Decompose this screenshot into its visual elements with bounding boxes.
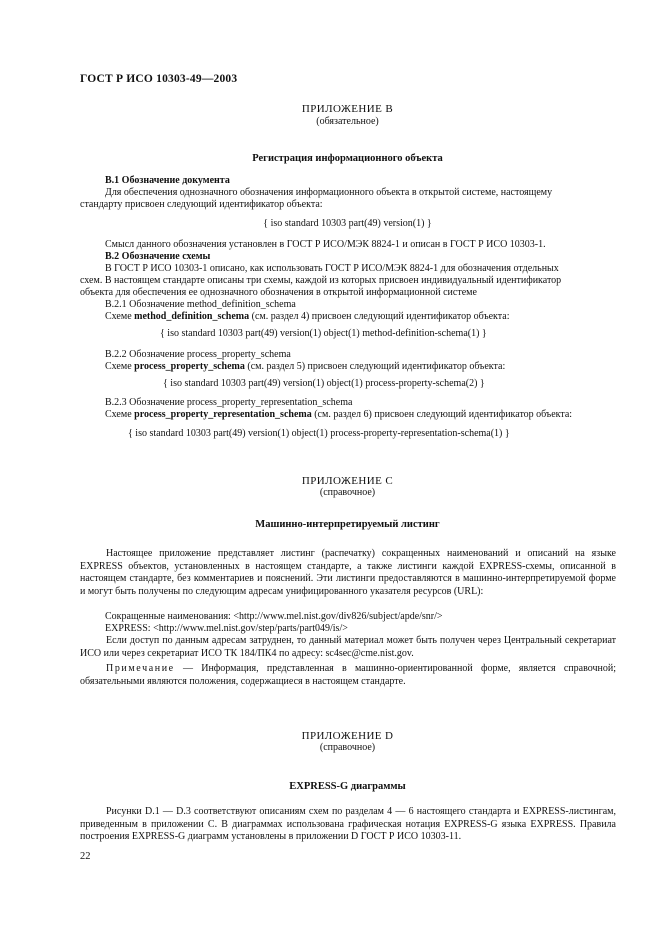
- appendix-d-paragraph: Рисунки D.1 — D.3 соответствуют описаниям схем по разделам 4 — 6 настоящего стандарта и EXPRESS-листингам, приведенным в приложении C. В диаграммах использована графическая нотация EXPRESS-G языка EXPRESS. Правила построения EXPRESS-G диаграмм установлены в приложении D ГОСТ Р ИСО 10303-11.: [80, 806, 616, 843]
- appendix-d-heading: EXPRESS-G диаграммы: [289, 781, 406, 792]
- b2-text-line-2: схем. В настоящем стандарте описаны три схемы, каждой из которых присвоен индивидуальный идентификатор: [80, 275, 562, 286]
- access-paragraph: Если доступ по данным адресам затруднен, то данный материал может быть получен через Центральный секретариат ИСО или через секретариат ИСО ТК 184/ПК4 по адресу: sc4sec@cme.nist.gov.: [80, 635, 616, 659]
- b21-pre: Схеме: [105, 311, 135, 322]
- b23-post: (см. раздел 6) присвоен следующий идентификатор объекта:: [311, 409, 573, 420]
- b21-text: [105, 311, 510, 324]
- appendix-c-status: (справочное): [319, 487, 376, 498]
- b1-text-line-1: Для обеспечения однозначного обозначения информационного объекта в открытой системе, настоящему: [105, 187, 553, 198]
- b22-heading: B.2.2 Обозначение process_property_schema: [105, 349, 291, 360]
- appendix-c-note: [80, 663, 616, 688]
- b22-identifier: { iso standard 10303 part(49) version(1) object(1) process-property-schema(2) }: [163, 378, 485, 389]
- b2-text-line-3: объекта для обеспечения ее однозначного обозначения в открытой информационной системе: [80, 287, 477, 298]
- short-names-url: Сокращенные наименования: <http://www.mel.nist.gov/div826/subject/apde/snr/>: [105, 611, 443, 622]
- b22-pre: Схеме: [105, 361, 135, 372]
- page-number: 22: [80, 851, 91, 862]
- appendix-b-heading: Регистрация информационного объекта: [252, 153, 443, 164]
- appendix-d-status: (справочное): [319, 742, 376, 753]
- b1-heading: B.1 Обозначение документа: [105, 175, 230, 186]
- b21-post: (см. раздел 4) присвоен следующий идентификатор объекта:: [249, 311, 510, 322]
- b1-text-line-2: стандарту присвоен следующий идентификатор объекта:: [80, 199, 323, 210]
- appendix-c-paragraph: Настоящее приложение представляет листинг (распечатку) сокращенных наименований и описаний на языке EXPRESS объектов, установленных в настоящем стандарте, а также листинги каждой EXPRESS-схемы, описанной в настоящем стандарте, без комментариев и пояснений. Эти листинги предоставляются в машинно-интерпретируемой форме и могут быть получены по следующим адресам унифицированного указателя ресурсов (URL):: [80, 548, 616, 597]
- appendix-d-title: ПРИЛОЖЕНИЕ D: [301, 730, 394, 742]
- appendix-b-title: ПРИЛОЖЕНИЕ B: [301, 103, 394, 115]
- b22-schema-name: process_property_schema: [134, 361, 245, 372]
- b22-text: [105, 361, 505, 374]
- b23-pre: Схеме: [105, 409, 135, 420]
- b23-heading: B.2.3 Обозначение process_property_representation_schema: [105, 397, 353, 408]
- b23-identifier: { iso standard 10303 part(49) version(1) object(1) process-property-representation-schema(1) }: [128, 428, 510, 439]
- appendix-c-title: ПРИЛОЖЕНИЕ C: [301, 475, 394, 487]
- b1-identifier: { iso standard 10303 part(49) version(1) }: [263, 218, 432, 229]
- b22-post: (см. раздел 5) присвоен следующий идентификатор объекта:: [244, 361, 506, 372]
- b21-heading: B.2.1 Обозначение method_definition_schema: [105, 299, 296, 310]
- appendix-c-heading: Машинно-интерпретируемый листинг: [255, 519, 440, 530]
- b23-text: [105, 409, 572, 422]
- b21-identifier: { iso standard 10303 part(49) version(1) object(1) method-definition-schema(1) }: [160, 328, 487, 339]
- appendix-b-status: (обязательное): [316, 116, 379, 127]
- document-id: ГОСТ Р ИСО 10303-49—2003: [80, 73, 238, 85]
- b1-note: Смысл данного обозначения установлен в ГОСТ Р ИСО/МЭК 8824-1 и описан в ГОСТ Р ИСО 10303-1.: [105, 239, 546, 250]
- b2-text-line-1: В ГОСТ Р ИСО 10303-1 описано, как использовать ГОСТ Р ИСО/МЭК 8824-1 для обозначения отдельных: [105, 263, 559, 274]
- b21-schema-name: method_definition_schema: [134, 311, 250, 322]
- note-label: Примечание: [106, 663, 175, 674]
- b23-schema-name: process_property_representation_schema: [134, 409, 312, 420]
- express-url: EXPRESS: <http://www.mel.nist.gov/step/parts/part049/is/>: [105, 623, 348, 634]
- b2-heading: B.2 Обозначение схемы: [105, 251, 211, 262]
- note-text: — Информация, представленная в машинно-ориентированной форме, является справочной; обязательными являются положения, содержащиеся в настоящем стандарте.: [80, 663, 616, 687]
